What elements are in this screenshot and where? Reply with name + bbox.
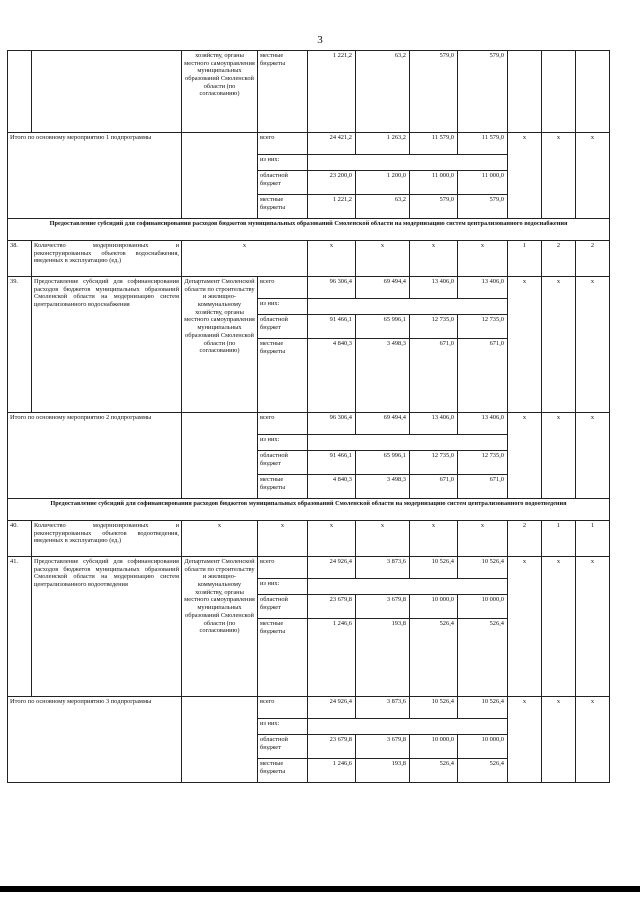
x-cell: x	[182, 521, 258, 557]
row-number: 38.	[8, 241, 32, 277]
value-cell: 23 679,8	[308, 595, 356, 619]
value-cell: 2	[542, 241, 576, 277]
empty-cell	[32, 51, 182, 133]
itogo-label: Итого по основному мероприятию 1 подпрограммы	[8, 133, 182, 219]
empty-cell	[308, 435, 508, 451]
value-cell: 24 926,4	[308, 557, 356, 579]
program-table	[7, 50, 610, 783]
itogo-label: Итого по основному мероприятию 2 подпрограммы	[8, 413, 182, 499]
table-row	[8, 413, 610, 435]
value-cell: 2	[508, 521, 542, 557]
budget-label: областной бюджет	[258, 595, 308, 619]
value-cell: 579,0	[458, 195, 508, 219]
x-cell: x	[542, 557, 576, 697]
value-cell: 96 306,4	[308, 277, 356, 299]
budget-label: областной бюджет	[258, 171, 308, 195]
value-cell: 1 246,6	[308, 759, 356, 783]
value-cell: 579,0	[410, 51, 458, 133]
value-cell: 3 873,6	[356, 697, 410, 719]
value-cell: 526,4	[458, 619, 508, 697]
x-cell: x	[542, 133, 576, 219]
budget-label: областной бюджет	[258, 451, 308, 475]
value-cell: 1	[576, 521, 610, 557]
value-cell: 1	[542, 521, 576, 557]
empty-cell	[576, 51, 610, 133]
value-cell: 1	[508, 241, 542, 277]
x-cell: x	[182, 241, 308, 277]
x-cell: x	[508, 277, 542, 413]
table-row	[8, 697, 610, 719]
empty-cell	[308, 299, 508, 315]
budget-label: из них:	[258, 719, 308, 735]
budget-label: областной бюджет	[258, 315, 308, 339]
budget-label: местные бюджеты	[258, 759, 308, 783]
x-cell: x	[576, 697, 610, 783]
value-cell: 1 263,2	[356, 133, 410, 155]
value-cell: 671,0	[410, 339, 458, 413]
value-cell: 3 679,8	[356, 735, 410, 759]
section-heading: Предоставление субсидий для софинансирования расходов бюджетов муниципальных образований Смоленской области на модернизацию систем централизованного водоснабжения	[8, 219, 610, 241]
budget-label: областной бюджет	[258, 735, 308, 759]
value-cell: 193,8	[356, 619, 410, 697]
x-cell: x	[308, 521, 356, 557]
value-cell: 671,0	[458, 339, 508, 413]
empty-cell	[508, 51, 542, 133]
value-cell: 13 406,0	[458, 277, 508, 299]
x-cell: x	[576, 277, 610, 413]
value-cell: 63,2	[356, 51, 410, 133]
value-cell: 10 526,4	[458, 557, 508, 579]
value-cell: 11 000,0	[410, 171, 458, 195]
value-cell: 11 000,0	[458, 171, 508, 195]
value-cell: 526,4	[410, 619, 458, 697]
value-cell: 671,0	[458, 475, 508, 499]
value-cell: 12 735,0	[458, 451, 508, 475]
value-cell: 3 498,3	[356, 339, 410, 413]
value-cell: 2	[576, 241, 610, 277]
value-cell: 65 996,1	[356, 315, 410, 339]
budget-label: местные бюджеты	[258, 475, 308, 499]
empty-cell	[308, 155, 508, 171]
x-cell: x	[542, 697, 576, 783]
row-number: 39.	[8, 277, 32, 413]
value-cell: 12 735,0	[410, 451, 458, 475]
table-row	[8, 557, 610, 579]
table-row	[8, 521, 610, 557]
value-cell: 13 406,0	[410, 277, 458, 299]
x-cell: x	[542, 277, 576, 413]
value-cell: 1 246,6	[308, 619, 356, 697]
x-cell: x	[576, 557, 610, 697]
x-cell: x	[458, 241, 508, 277]
x-cell: x	[508, 697, 542, 783]
section-heading: Предоставление субсидий для софинансирования расходов бюджетов муниципальных образований Смоленской области на модернизацию систем централизованного водоотведения	[8, 499, 610, 521]
budget-label: местные бюджеты	[258, 339, 308, 413]
value-cell: 69 494,4	[356, 277, 410, 299]
x-cell: x	[356, 521, 410, 557]
x-cell: x	[576, 413, 610, 499]
indicator-text: Количество модернизированных и реконструированных объектов водоотведения, введенных в эксплуатацию (ед.)	[32, 521, 182, 557]
x-cell: x	[508, 413, 542, 499]
budget-label: всего	[258, 557, 308, 579]
table-row	[8, 51, 610, 133]
value-cell: 91 466,1	[308, 315, 356, 339]
value-cell: 3 679,8	[356, 595, 410, 619]
x-cell: x	[258, 521, 308, 557]
x-cell: x	[410, 521, 458, 557]
value-cell: 3 498,3	[356, 475, 410, 499]
section-row	[8, 499, 610, 521]
budget-label: всего	[258, 697, 308, 719]
value-cell: 13 406,0	[458, 413, 508, 435]
value-cell: 63,2	[356, 195, 410, 219]
value-cell: 96 306,4	[308, 413, 356, 435]
value-cell: 91 466,1	[308, 451, 356, 475]
page-bottom-bar	[0, 886, 640, 892]
value-cell: 4 840,3	[308, 475, 356, 499]
x-cell: x	[508, 133, 542, 219]
org-cell: Департамент Смоленской области по строительству и жилищно-коммунальному хозяйству, органы местного самоуправления муниципальных образований Смоленской области (по согласованию)	[182, 277, 258, 413]
measure-text: Предоставление субсидий для софинансирования расходов бюджетов муниципальных образований Смоленской области на модернизацию систем централизованного водоснабжения	[32, 277, 182, 413]
row-number: 41.	[8, 557, 32, 697]
org-cell: Департамент Смоленской области по строительству и жилищно-коммунальному хозяйству, органы местного самоуправления муниципальных образований Смоленской области (по согласованию)	[182, 557, 258, 697]
empty-cell	[308, 579, 508, 595]
budget-label: из них:	[258, 299, 308, 315]
budget-label: из них:	[258, 155, 308, 171]
value-cell: 1 200,0	[356, 171, 410, 195]
org-cell: хозяйству, органы местного самоуправления муниципальных образований Смоленской области (по согласованию)	[182, 51, 258, 133]
value-cell: 10 000,0	[410, 735, 458, 759]
itogo-label: Итого по основному мероприятию 3 подпрограммы	[8, 697, 182, 783]
budget-label: из них:	[258, 435, 308, 451]
value-cell: 526,4	[458, 759, 508, 783]
budget-label: из них:	[258, 579, 308, 595]
value-cell: 12 735,0	[458, 315, 508, 339]
budget-label: местные бюджеты	[258, 195, 308, 219]
value-cell: 12 735,0	[410, 315, 458, 339]
value-cell: 23 200,0	[308, 171, 356, 195]
empty-cell	[182, 413, 258, 499]
value-cell: 671,0	[410, 475, 458, 499]
empty-cell	[8, 51, 32, 133]
value-cell: 10 526,4	[458, 697, 508, 719]
value-cell: 579,0	[410, 195, 458, 219]
value-cell: 69 494,4	[356, 413, 410, 435]
value-cell: 11 579,0	[458, 133, 508, 155]
budget-label: всего	[258, 277, 308, 299]
x-cell: x	[576, 133, 610, 219]
measure-text: Предоставление субсидий для софинансирования расходов бюджетов муниципальных образований Смоленской области на модернизацию систем централизованного водоотведения	[32, 557, 182, 697]
empty-cell	[308, 719, 508, 735]
value-cell: 23 679,8	[308, 735, 356, 759]
row-number: 40.	[8, 521, 32, 557]
x-cell: x	[458, 521, 508, 557]
value-cell: 579,0	[458, 51, 508, 133]
x-cell: x	[356, 241, 410, 277]
value-cell: 193,8	[356, 759, 410, 783]
budget-label: всего	[258, 413, 308, 435]
x-cell: x	[308, 241, 356, 277]
value-cell: 10 000,0	[458, 735, 508, 759]
x-cell: x	[508, 557, 542, 697]
empty-cell	[542, 51, 576, 133]
value-cell: 10 000,0	[458, 595, 508, 619]
empty-cell	[182, 133, 258, 219]
budget-label: местные бюджеты	[258, 51, 308, 133]
indicator-text: Количество модернизированных и реконструированных объектов водоснабжения, введенных в эксплуатацию (ед.)	[32, 241, 182, 277]
empty-cell	[182, 697, 258, 783]
value-cell: 24 421,2	[308, 133, 356, 155]
section-row	[8, 219, 610, 241]
value-cell: 526,4	[410, 759, 458, 783]
value-cell: 65 996,1	[356, 451, 410, 475]
value-cell: 3 873,6	[356, 557, 410, 579]
value-cell: 4 840,3	[308, 339, 356, 413]
budget-label: всего	[258, 133, 308, 155]
value-cell: 1 221,2	[308, 195, 356, 219]
table-row	[8, 277, 610, 299]
page-number: 3	[317, 34, 323, 46]
value-cell: 11 579,0	[410, 133, 458, 155]
value-cell: 13 406,0	[410, 413, 458, 435]
table-row	[8, 241, 610, 277]
budget-label: местные бюджеты	[258, 619, 308, 697]
table-row	[8, 133, 610, 155]
value-cell: 10 526,4	[410, 557, 458, 579]
value-cell: 10 000,0	[410, 595, 458, 619]
value-cell: 10 526,4	[410, 697, 458, 719]
x-cell: x	[410, 241, 458, 277]
x-cell: x	[542, 413, 576, 499]
value-cell: 24 926,4	[308, 697, 356, 719]
value-cell: 1 221,2	[308, 51, 356, 133]
